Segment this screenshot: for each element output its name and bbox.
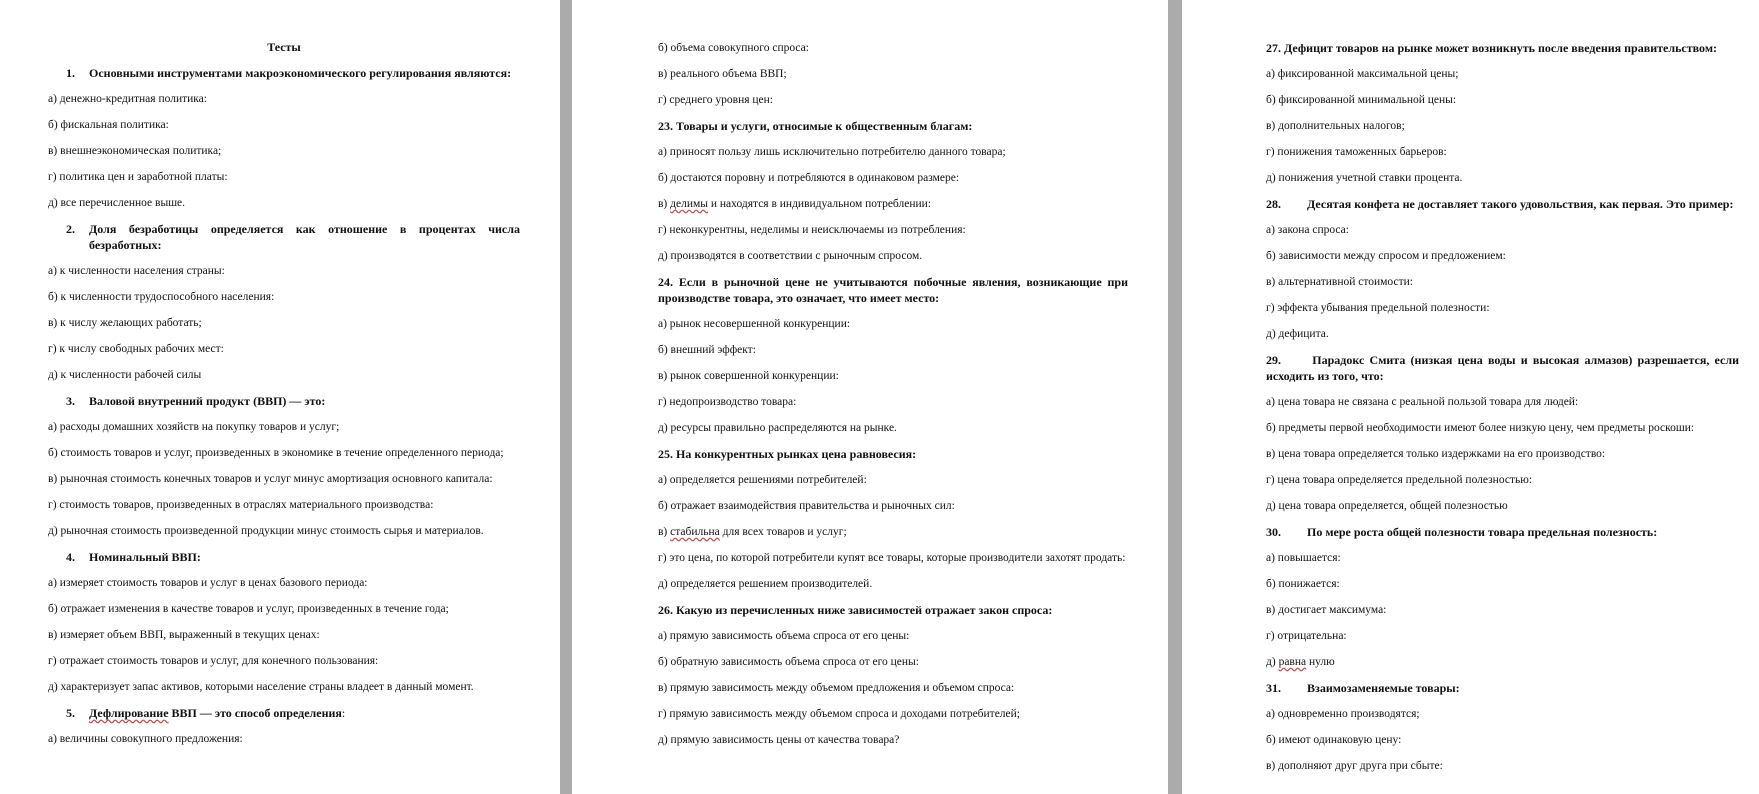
answer-option: б) к численности трудоспособного населения: (48, 291, 275, 303)
question-number: 1. (66, 66, 75, 80)
question-text: Десятая конфета не доставляет такого удовольствия, как первая. Это пример: (1307, 197, 1734, 211)
document-page-2 (572, 0, 1168, 794)
answer-option: д) к численности рабочей силы (48, 369, 202, 381)
answer-option: б) понижается: (1266, 578, 1340, 590)
question-text: Взаимозаменяемые товары: (1307, 681, 1460, 695)
answer-option: в) альтернативной стоимости: (1266, 276, 1413, 288)
option-prefix: в) (658, 198, 671, 210)
answer-option: г) политика цен и заработной платы: (48, 171, 228, 183)
question-text: Доля безработицы определяется как отношение в процентах числа безработных: (89, 222, 520, 252)
answer-option: г) понижения таможенных барьеров: (1266, 146, 1447, 158)
answer-option: д) цена товара определяется, общей полезностью (1266, 500, 1508, 512)
answer-option: б) зависимости между спросом и предложением: (1266, 250, 1506, 262)
answer-option: а) денежно-кредитная политика: (48, 93, 207, 105)
answer-option: б) фискальная политика: (48, 119, 169, 131)
answer-option: д) производятся в соответствии с рыночным спросом. (658, 250, 923, 262)
answer-option: а) повышается: (1266, 552, 1341, 564)
answer-option: в) достигает максимума: (1266, 604, 1387, 616)
answer-option: б) стоимость товаров и услуг, произведенных в экономике в течение определенного периода; (48, 447, 504, 459)
answer-option: в) внешнеэкономическая политика; (48, 145, 222, 157)
answer-option: б) внешний эффект: (658, 344, 756, 356)
question-text: Парадокс Смита (низкая цена воды и высокая алмазов) разрешается, если исходить из того, что: (1266, 353, 1740, 383)
answer-option (1266, 654, 1739, 670)
answer-option: д) рыночная стоимость произведенной продукции минус стоимость сырья и материалов. (48, 525, 484, 537)
question-31 (1266, 680, 1739, 696)
answer-option (658, 524, 1128, 540)
answer-option (658, 196, 1128, 212)
question-text: Валовой внутренний продукт (ВВП) — это: (89, 394, 326, 408)
answer-option: б) достаются поровну и потребляются в одинаковом размере: (658, 172, 960, 184)
answer-option: в) к числу желающих работать; (48, 317, 202, 329)
question-number: 5. (66, 706, 75, 720)
question-25: 25. На конкурентных рынках цена равновесия: (658, 447, 917, 461)
question-text (89, 705, 345, 721)
question-30 (1266, 524, 1739, 540)
question-23: 23. Товары и услуги, относимые к общественным благам: (658, 119, 973, 133)
answer-option: а) одновременно производятся; (1266, 708, 1420, 720)
question-24: 24. Если в рыночной цене не учитываются побочные явления, возникающие при производстве товара, это означает, что имеет место: (658, 275, 1128, 305)
answer-option: а) расходы домашних хозяйств на покупку товаров и услуг; (48, 421, 340, 433)
question-number: 2. (66, 222, 75, 236)
spellcheck-word: равна (1278, 656, 1307, 668)
answer-option: а) величины совокупного предложения: (48, 733, 243, 745)
answer-option: в) рынок совершенной конкуренции: (658, 370, 839, 382)
answer-option: г) недопроизводство товара: (658, 396, 797, 408)
answer-option: а) к численности населения страны: (48, 265, 225, 277)
answer-option: в) измеряет объем ВВП, выраженный в текущих ценах: (48, 629, 320, 641)
answer-option: а) рынок несовершенной конкуренции: (658, 318, 851, 330)
question-3 (48, 393, 520, 409)
answer-option: в) прямую зависимость между объемом предложения и объемом спроса: (658, 682, 1015, 694)
answer-option: д) все перечисленное выше. (48, 197, 186, 209)
question-number: 29. (1266, 353, 1281, 367)
option-text: и находятся в индивидуальном потреблении: (708, 198, 931, 210)
option-text: нулю (1306, 656, 1335, 668)
question-29 (1266, 352, 1739, 384)
option-prefix: д) (1266, 656, 1279, 668)
question-number: 4. (66, 550, 75, 564)
answer-option: в) цена товара определяется только издержками на его производство: (1266, 448, 1606, 460)
question-1 (48, 65, 520, 81)
answer-option: б) обратную зависимость объема спроса от его цены: (658, 656, 919, 668)
question-number: 3. (66, 394, 75, 408)
question-number: 28. (1266, 197, 1281, 211)
answer-option: а) приносят пользу лишь исключительно потребителю данного товара; (658, 146, 1006, 158)
answer-option: а) закона спроса: (1266, 224, 1349, 236)
spellcheck-word: Дефлирование (89, 706, 169, 720)
answer-option: д) характеризует запас активов, которыми население страны владеет в данный момент. (48, 681, 474, 693)
answer-option: в) рыночная стоимость конечных товаров и услуг минус амортизация основного капитала: (48, 473, 493, 485)
question-text-colon: : (341, 706, 346, 720)
question-26: 26. Какую из перечисленных ниже зависимостей отражает закон спроса: (658, 603, 1053, 617)
spellcheck-word: стабильна (670, 526, 720, 538)
answer-option: д) понижения учетной ставки процента. (1266, 172, 1463, 184)
answer-option: б) имеют одинаковую цену: (1266, 734, 1402, 746)
answer-option: д) ресурсы правильно распределяются на рынке. (658, 422, 897, 434)
answer-option: г) к числу свободных рабочих мест: (48, 343, 224, 355)
answer-option: г) среднего уровня цен: (658, 94, 773, 106)
answer-option: в) дополняют друг друга при сбыте: (1266, 760, 1443, 772)
question-2 (48, 221, 520, 253)
document-page-3 (1182, 0, 1759, 794)
question-text: Номинальный ВВП: (89, 550, 201, 564)
question-4 (48, 549, 520, 565)
answer-option: б) объема совокупного спроса: (658, 42, 809, 54)
answer-option: б) предметы первой необходимости имеют более низкую цену, чем предметы роскоши: (1266, 422, 1695, 434)
answer-option: г) отражает стоимость товаров и услуг, для конечного пользования: (48, 655, 379, 667)
answer-option: б) отражает изменения в качестве товаров и услуг, произведенных в течение года; (48, 603, 449, 615)
document-title: Тесты (267, 40, 301, 54)
answer-option: г) это цена, по которой потребители купят все товары, которые производители захотят продать: (658, 552, 1126, 564)
question-text: Основными инструментами макроэкономического регулирования являются: (89, 66, 512, 80)
answer-option: а) цена товара не связана с реальной пользой товара для людей: (1266, 396, 1579, 408)
answer-option: а) фиксированной максимальной цены; (1266, 68, 1459, 80)
answer-option: а) определяется решениями потребителей: (658, 474, 867, 486)
answer-option: г) цена товара определяется предельной полезностью: (1266, 474, 1533, 486)
answer-option: д) прямую зависимость цены от качества товара? (658, 734, 900, 746)
question-28 (1266, 196, 1739, 212)
question-text-part: ВВП — это способ определения (168, 706, 342, 720)
answer-option: б) фиксированной минимальной цены: (1266, 94, 1457, 106)
answer-option: г) эффекта убывания предельной полезности: (1266, 302, 1490, 314)
question-5 (48, 705, 520, 721)
question-27: 27. Дефицит товаров на рынке может возникнуть после введения правительством: (1266, 41, 1717, 55)
answer-option: в) дополнительных налогов; (1266, 120, 1405, 132)
answer-option: д) определяется решением производителей. (658, 578, 873, 590)
answer-option: г) прямую зависимость между объемом спроса и доходами потребителей; (658, 708, 1020, 720)
answer-option: а) прямую зависимость объема спроса от его цены: (658, 630, 910, 642)
answer-option: г) неконкурентны, неделимы и неисключаемы из потребления: (658, 224, 966, 236)
option-prefix: в) (658, 526, 671, 538)
spellcheck-word: делимы (670, 198, 708, 210)
answer-option: а) измеряет стоимость товаров и услуг в ценах базового периода: (48, 577, 368, 589)
answer-option: г) отрицательна: (1266, 630, 1347, 642)
answer-option: г) стоимость товаров, произведенных в отраслях материального производства: (48, 499, 434, 511)
answer-option: д) дефицита. (1266, 328, 1329, 340)
answer-option: в) реального объема ВВП; (658, 68, 787, 80)
question-text: По мере роста общей полезности товара предельная полезность: (1307, 525, 1658, 539)
answer-option: б) отражает взаимодействия правительства и рыночных сил: (658, 500, 955, 512)
document-page-1 (0, 0, 560, 794)
question-number: 31. (1266, 681, 1281, 695)
question-number: 30. (1266, 525, 1281, 539)
option-text: для всех товаров и услуг; (719, 526, 847, 538)
